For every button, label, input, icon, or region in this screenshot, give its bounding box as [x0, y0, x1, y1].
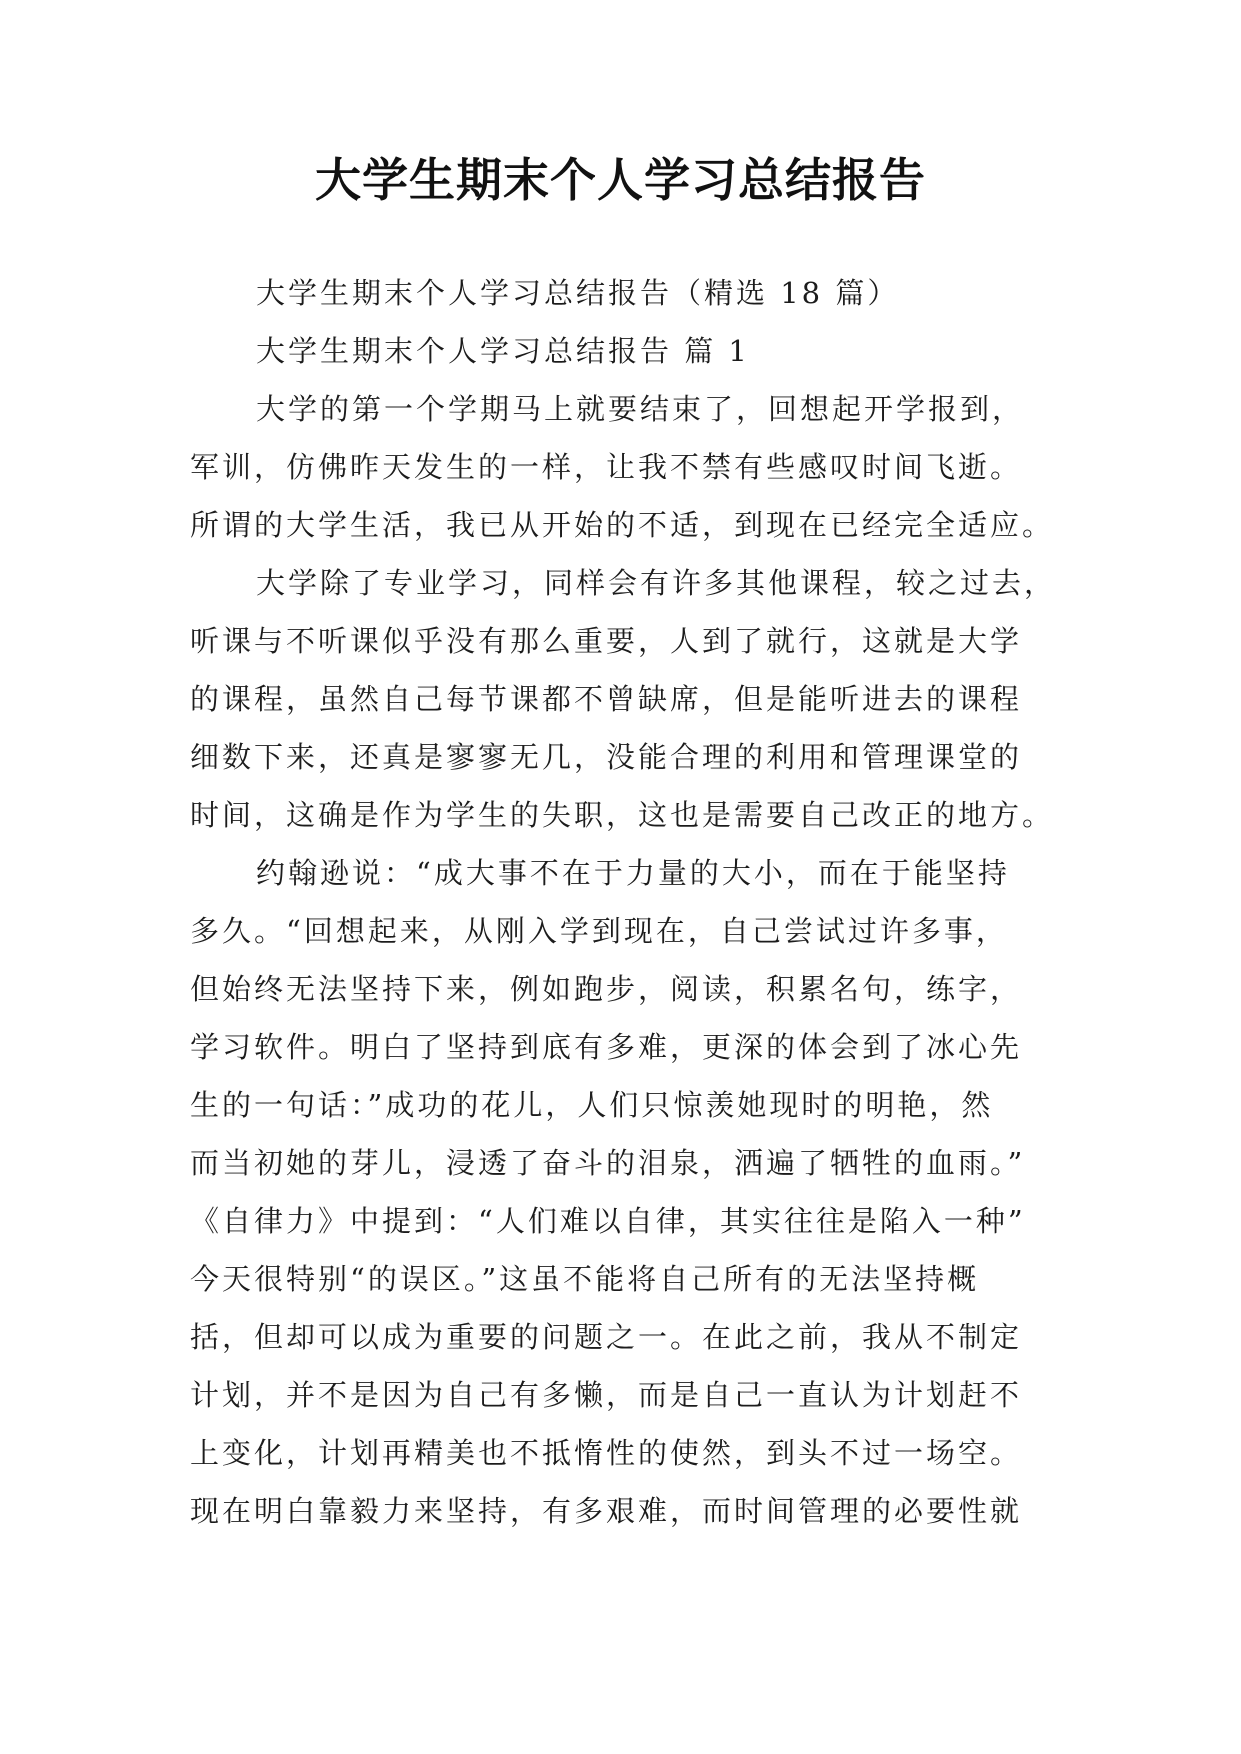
body-line: 计划，并不是因为自己有多懒，而是自己一直认为计划赶不	[190, 1378, 1023, 1412]
body-line: 细数下来，还真是寥寥无几，没能合理的利用和管理课堂的	[190, 740, 1023, 774]
body-line: 生的一句话：”成功的花儿，人们只惊羡她现时的明艳，然	[190, 1088, 994, 1122]
body-line: 多久。“回想起来，从刚入学到现在，自己尝试过许多事，	[190, 914, 1008, 948]
body-line: 听课与不听课似乎没有那么重要，人到了就行，这就是大学	[190, 624, 1023, 658]
body-line: 但始终无法坚持下来，例如跑步，阅读，积累名句，练字，	[190, 972, 1023, 1006]
body-line: 所谓的大学生活，我已从开始的不适，到现在已经完全适应。	[190, 508, 1055, 542]
body-line: 大学除了专业学习，同样会有许多其他课程，较之过去，	[256, 566, 1057, 600]
body-line: 括，但却可以成为重要的问题之一。在此之前，我从不制定	[190, 1320, 1023, 1354]
body-line: 大学的第一个学期马上就要结束了，回想起开学报到，	[256, 392, 1025, 426]
body-line: 大学生期末个人学习总结报告（精选 18 篇）	[256, 276, 900, 310]
body-line: 今天很特别“的误区。”这虽不能将自己所有的无法坚持概	[190, 1262, 980, 1296]
body-line: 学习软件。明白了坚持到底有多难，更深的体会到了冰心先	[190, 1030, 1023, 1064]
body-line: 的课程，虽然自己每节课都不曾缺席，但是能听进去的课程	[190, 682, 1023, 716]
body-line: 大学生期末个人学习总结报告 篇 1	[256, 334, 750, 368]
body-line: 《自律力》中提到：“人们难以自律，其实往往是陷入一种”	[190, 1204, 1026, 1238]
body-line: 上变化，计划再精美也不抵惰性的使然，到头不过一场空。	[190, 1436, 1023, 1470]
document-body	[190, 264, 1057, 1540]
body-line: 时间，这确是作为学生的失职，这也是需要自己改正的地方。	[190, 798, 1055, 832]
document-title: 大学生期末个人学习总结报告	[315, 153, 926, 207]
body-line: 约翰逊说：“成大事不在于力量的大小，而在于能坚持	[256, 856, 1010, 890]
body-line: 现在明白靠毅力来坚持，有多艰难，而时间管理的必要性就	[190, 1494, 1023, 1528]
body-line: 军训，仿佛昨天发生的一样，让我不禁有些感叹时间飞逝。	[190, 450, 1023, 484]
body-line: 而当初她的芽儿，浸透了奋斗的泪泉，洒遍了牺牲的血雨。”	[190, 1146, 1026, 1180]
